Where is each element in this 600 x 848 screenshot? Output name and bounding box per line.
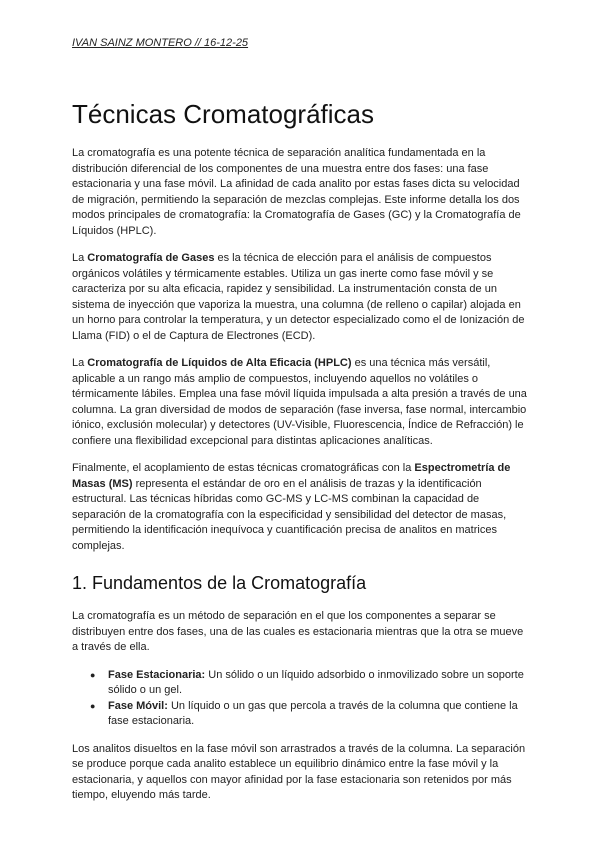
list-item-term: Fase Móvil:	[108, 699, 168, 712]
ms-text-before: Finalmente, el acoplamiento de estas técnicas cromatográficas con la	[72, 462, 415, 474]
author-date-header: IVAN SAINZ MONTERO // 16-12-25	[72, 37, 249, 49]
list-item	[72, 668, 528, 699]
section-intro-paragraph: La cromatografía es un método de separación en el que los componentes a separar se distribuyen entre dos fases, una de las cuales es estacionaria mientras que la otra se mueve a través de ella.	[72, 610, 524, 653]
gc-text-after: es la técnica de elección para el análisis de compuestos orgánicos volátiles y térmicamente estables. Utiliza un gas inerte como fase móvil y se caracteriza por su alta eficacia, rapidez y sensibilidad. La instrumentación consta de un sistema de inyección que vaporiza la muestra, una columna (de relleno o capilar) alojada en un horno para controlar la temperatura, y un detector especializado como el de Ionización de Llama (FID) o el de Captura de Electrones (ECD).	[72, 252, 525, 342]
gc-text-before: La	[72, 252, 88, 264]
list-item	[72, 699, 528, 730]
ms-text-after: representa el estándar de oro en el análisis de trazas y la identificación estructural. Las técnicas híbridas como GC-MS y LC-MS combinan la capacidad de separación de la cromatografía con la especificidad y sensibilidad del detector de masas, permitiendo la identificación inequívoca y cuantificación precisa de analitos en matrices complejas.	[72, 477, 507, 552]
list-item-term: Fase Estacionaria:	[108, 668, 206, 681]
ms-term: Espectrometría de Masas (MS)	[72, 462, 511, 490]
hplc-text-after: es una técnica más versátil, aplicable a un rango más amplio de compuestos, incluyendo aquellos no volátiles o térmicamente lábiles. Emplea una fase móvil líquida impulsada a alta presión a través de una columna. La gran diversidad de modos de separación (fase inversa, fase normal, intercambio iónico, exclusión molecular) y detectores (UV-Visible, Fluorescencia, Índice de Refracción) le confiere una flexibilidad excepcional para distintas aplicaciones analíticas.	[72, 357, 527, 447]
list-item-text: Un sólido o un líquido adsorbido o inmovilizado sobre un soporte sólido o un gel.	[108, 668, 524, 696]
bullet-icon: ●	[90, 700, 96, 711]
gc-paragraph	[72, 251, 528, 344]
section-heading: 1. Fundamentos de la Cromatografía	[72, 573, 367, 593]
ms-paragraph	[72, 461, 528, 554]
bullet-icon: ●	[90, 669, 96, 680]
document-page	[72, 36, 528, 804]
hplc-term: Cromatografía de Líquidos de Alta Eficacia (HPLC)	[87, 357, 352, 369]
phases-list	[72, 668, 528, 730]
gc-term: Cromatografía de Gases	[87, 252, 215, 264]
hplc-paragraph	[72, 356, 528, 449]
section-outro-paragraph: Los analitos disueltos en la fase móvil son arrastrados a través de la columna. La separación se produce porque cada analito establece un equilibrio dinámico entre la fase móvil y la estacionaria, y aquellos con mayor afinidad por la fase estacionaria son retenidos por más tiempo, eluyendo más tarde.	[72, 742, 526, 801]
hplc-text-before: La	[72, 357, 88, 369]
list-item-text: Un líquido o un gas que percola a través de la columna que contiene la fase estacionaria.	[108, 699, 518, 727]
intro-paragraph: La cromatografía es una potente técnica de separación analítica fundamentada en la distribución diferencial de los componentes de una muestra entre dos fases: una fase estacionaria y una fase móvil. La afinidad de cada analito por estas fases dicta su velocidad de migración, permitiendo la separación de mezclas complejas. Este informe detalla los dos modos principales de cromatografía: la Cromatografía de Gases (GC) y la Cromatografía de Líquidos (HPLC).	[72, 147, 521, 237]
document-title: Técnicas Cromatográficas	[72, 99, 374, 129]
